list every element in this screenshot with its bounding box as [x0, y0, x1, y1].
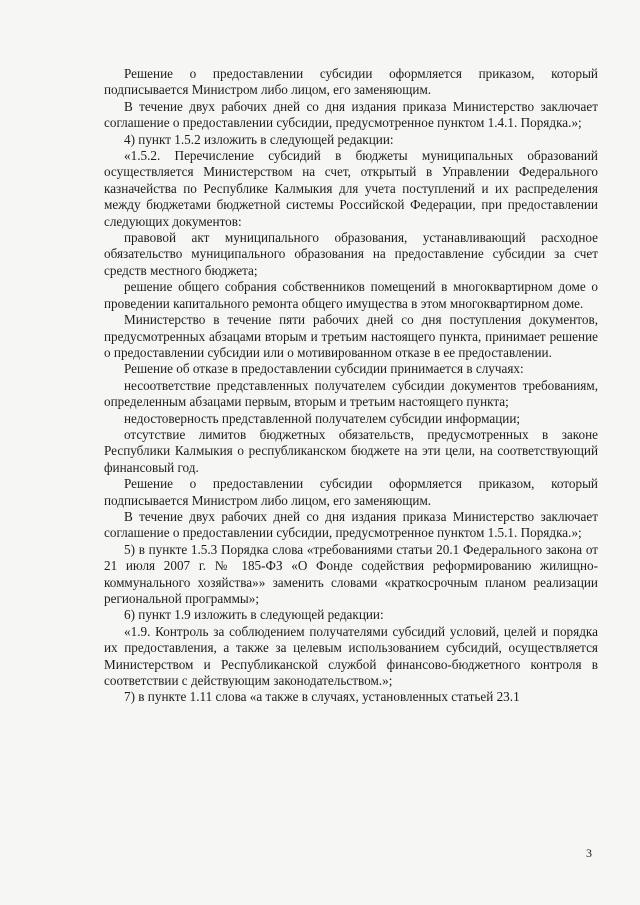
paragraph: 4) пункт 1.5.2 изложить в следующей редакции: — [124, 131, 394, 147]
paragraph: Решение об отказе в предоставлении субсидии принимается в случаях: — [124, 361, 524, 377]
paragraph: 6) пункт 1.9 изложить в следующей редакции: — [124, 607, 384, 623]
page-number: 3 — [586, 846, 592, 860]
paragraph: В течение двух рабочих дней со дня издания приказа Министерство заключает соглашение о предоставлении субсидии, предусмотренное пунктом 1.5.1. Порядка.»; — [104, 508, 598, 541]
paragraph: «1.5.2. Перечисление субсидий в бюджеты муниципальных образований осуществляется Министерством на счет, открытый в Управлении Федерального казначейства по Республике Калмыкия для учета поступлений и их распределения между бюджетами бюджетной системы Российской Федерации, при предоставлении следующих документов: — [104, 148, 598, 229]
paragraph: Решение о предоставлении субсидии оформляется приказом, который подписывается Министром либо лицом, его заменяющим. — [104, 476, 598, 508]
document-body — [104, 66, 598, 706]
paragraph: Решение о предоставлении субсидии оформляется приказом, который подписывается Министром либо лицом, его заменяющим. — [104, 66, 598, 98]
paragraph: несоответствие представленных получателем субсидии документов требованиям, определенным абзацами первым, вторым и третьим настоящего пункта; — [104, 377, 598, 410]
paragraph: «1.9. Контроль за соблюдением получателями субсидий условий, целей и порядка их предоставления, а также за целевым использованием субсидий, осуществляется Министерством и Республиканской службой финансово-бюджетного контроля в соответствии с действующим законодательством.»; — [104, 623, 598, 689]
paragraph: правовой акт муниципального образования, устанавливающий расходное обязательство муниципального образования на предоставление субсидии за счет средств местного бюджета; — [104, 230, 598, 278]
paragraph: решение общего собрания собственников помещений в многоквартирном доме о проведении капитального ремонта общего имущества в этом многоквартирном доме. — [104, 279, 598, 311]
paragraph: отсутствие лимитов бюджетных обязательств, предусмотренных в законе Республики Калмыкия о республиканском бюджете на эти цели, на соответствующий финансовый год. — [104, 426, 598, 475]
paragraph: 5) в пункте 1.5.3 Порядка слова «требованиями статьи 20.1 Федерального закона от 21 июля 2007 г. № 185-ФЗ «О Фонде содействия реформированию жилищно-коммунального хозяйства»» заменить словами «краткосрочным планом реализации региональной программы»; — [104, 541, 598, 606]
paragraph: Министерство в течение пяти рабочих дней со дня поступления документов, предусмотренных абзацами вторым и третьим настоящего пункта, принимает решение о предоставлении субсидии или о мотивированном отказе в ее предоставлении. — [104, 312, 598, 360]
paragraph: недостоверность представленной получателем субсидии информации; — [124, 410, 521, 426]
paragraph: 7) в пункте 1.11 слова «а также в случаях, установленных статьей 23.1 — [124, 689, 520, 705]
paragraph: В течение двух рабочих дней со дня издания приказа Министерство заключает соглашение о предоставлении субсидии, предусмотренное пунктом 1.4.1. Порядка.»; — [104, 98, 598, 131]
